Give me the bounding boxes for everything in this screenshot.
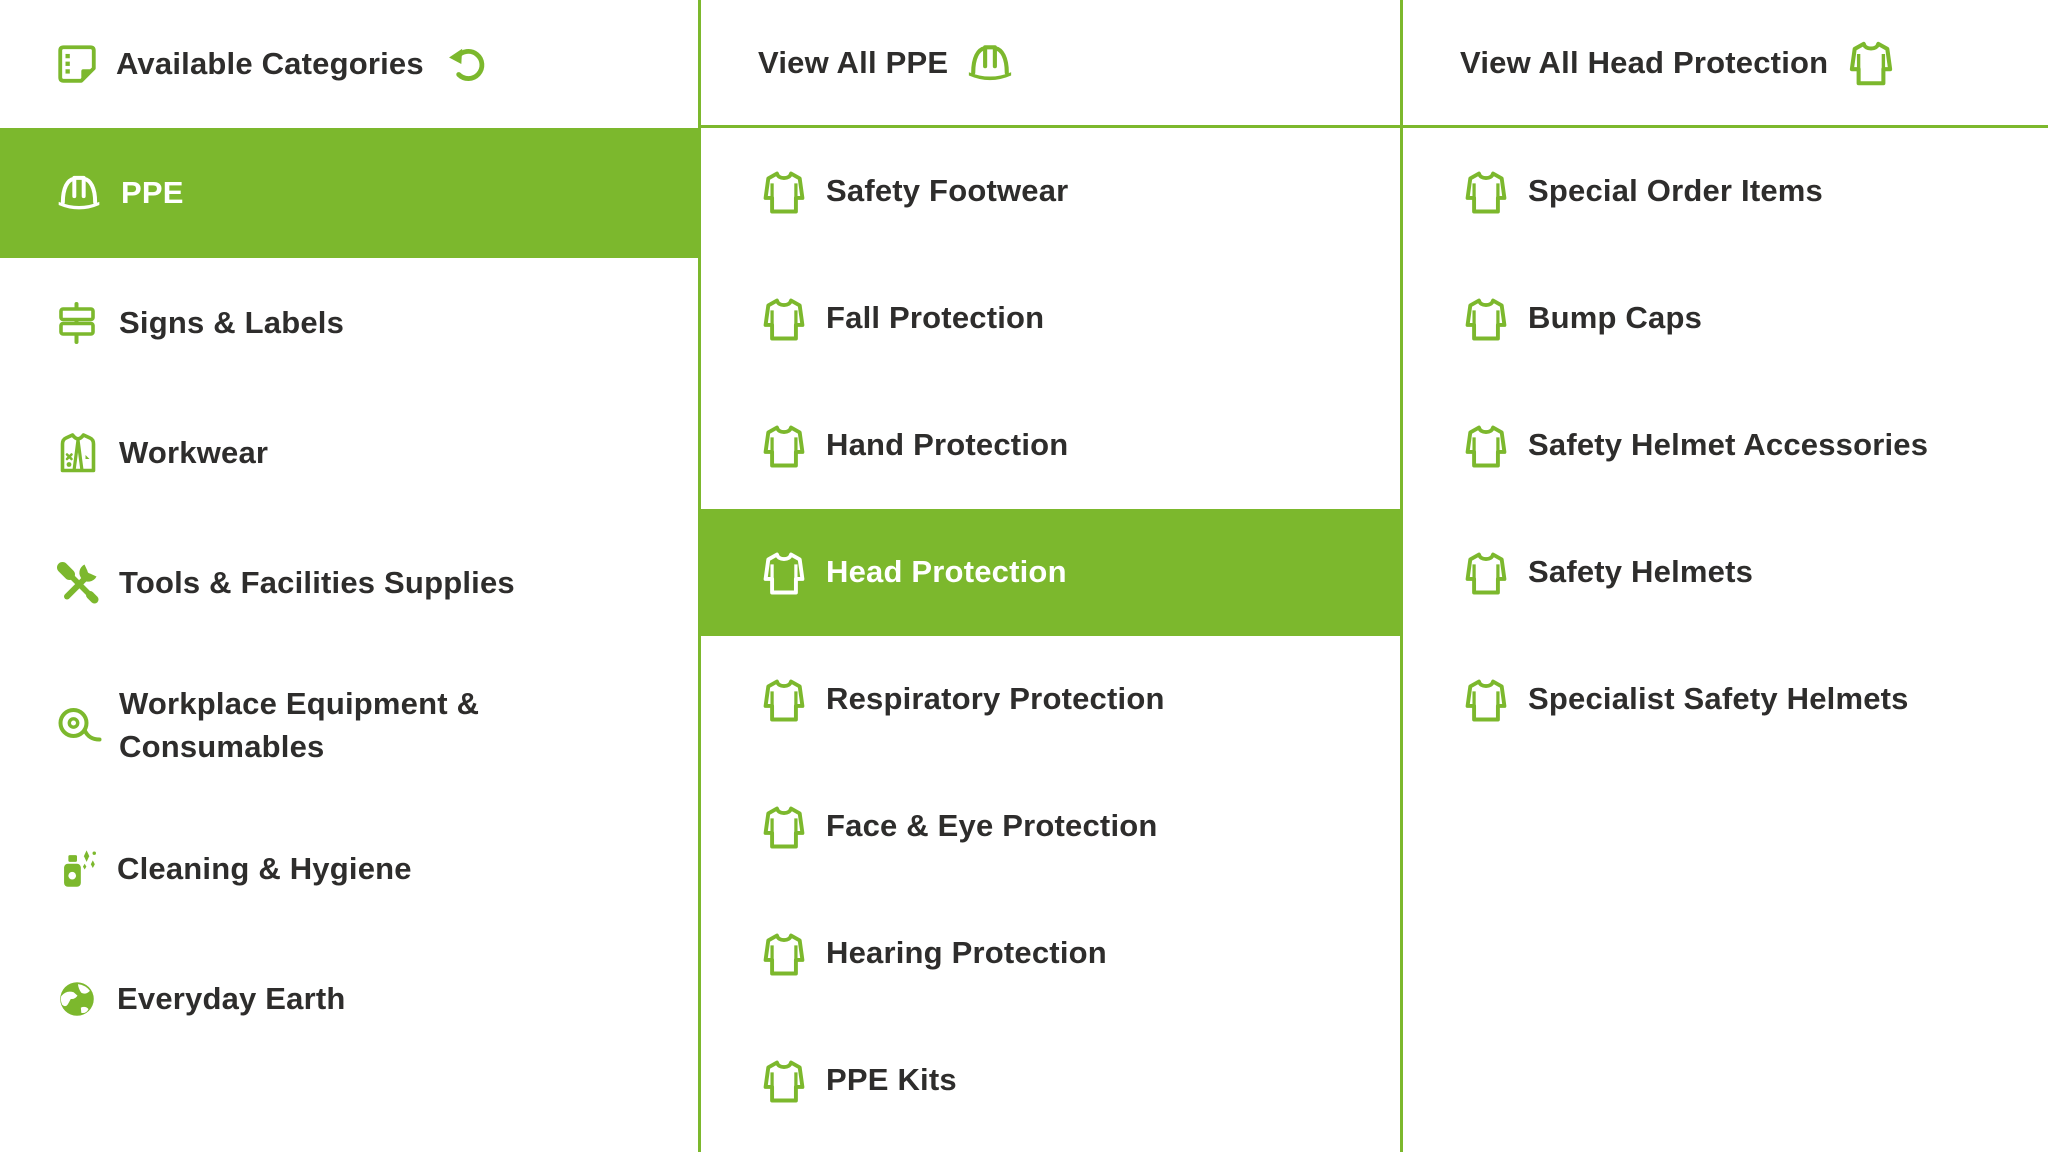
subcategory-item-specialist-safety-helmets[interactable] (1403, 636, 2048, 763)
subcategory-item-label: Specialist Safety Helmets (1528, 681, 1909, 717)
jumper-icon (1844, 36, 1898, 90)
subcategory-item-safety-helmet-accessories[interactable] (1403, 382, 2048, 509)
tape-roll-icon (54, 702, 102, 750)
subcategory-item-label: Respiratory Protection (826, 681, 1165, 717)
category-item-label: PPE (121, 174, 184, 210)
jumper-icon (1460, 674, 1512, 726)
category-item-tools-facilities[interactable] (0, 518, 698, 648)
ppe-subcategory-list (701, 128, 1400, 1144)
hard-hat-icon (54, 168, 104, 218)
tools-icon (54, 559, 102, 607)
globe-icon (54, 976, 100, 1022)
category-item-ppe[interactable] (0, 128, 698, 258)
column-ppe-subcategories (701, 0, 1403, 1152)
categories-icon (54, 41, 100, 87)
jumper-icon (758, 1055, 810, 1107)
subcategory-item-respiratory-protection[interactable] (701, 636, 1400, 763)
subcategory-item-head-protection[interactable] (701, 509, 1400, 636)
reset-icon[interactable] (446, 43, 488, 85)
category-item-label: Tools & Facilities Supplies (119, 564, 515, 600)
subcategory-item-label: Face & Eye Protection (826, 808, 1158, 844)
category-item-label: Workplace Equipment & Consumables (119, 686, 480, 764)
column-head-protection-subcategories (1403, 0, 2048, 1152)
jumper-icon (758, 674, 810, 726)
subcategory-item-label: Safety Helmets (1528, 554, 1754, 590)
jumper-icon (1460, 293, 1512, 345)
subcategory-item-face-eye-protection[interactable] (701, 763, 1400, 890)
view-all-head-protection-title: View All Head Protection (1460, 44, 1829, 80)
category-item-workplace-equipment[interactable] (0, 648, 698, 804)
jumper-icon (758, 928, 810, 980)
category-list (0, 128, 698, 1064)
view-all-ppe-title: View All PPE (758, 44, 949, 80)
view-all-head-protection-header[interactable] (1403, 0, 2048, 128)
jumper-icon (758, 166, 810, 218)
subcategory-item-label: Head Protection (826, 554, 1067, 590)
subcategory-item-bump-caps[interactable] (1403, 255, 2048, 382)
category-item-cleaning-hygiene[interactable] (0, 804, 698, 934)
available-categories-title: Available Categories (116, 46, 424, 81)
spray-bottle-icon (54, 846, 100, 892)
subcategory-item-hearing-protection[interactable] (701, 890, 1400, 1017)
category-item-signs-labels[interactable] (0, 258, 698, 388)
subcategory-item-hand-protection[interactable] (701, 382, 1400, 509)
subcategory-item-label: Safety Helmet Accessories (1528, 427, 1929, 463)
hard-hat-icon (964, 37, 1016, 89)
jumper-icon (1460, 166, 1512, 218)
subcategory-item-special-order-items[interactable] (1403, 128, 2048, 255)
category-item-everyday-earth[interactable] (0, 934, 698, 1064)
view-all-ppe-header[interactable] (701, 0, 1400, 128)
subcategory-item-label: Hand Protection (826, 427, 1069, 463)
hi-vis-vest-icon (54, 429, 102, 477)
category-item-workwear[interactable] (0, 388, 698, 518)
subcategory-item-fall-protection[interactable] (701, 255, 1400, 382)
available-categories-header (0, 0, 698, 128)
category-item-label: Cleaning & Hygiene (117, 850, 412, 886)
subcategory-item-safety-helmets[interactable] (1403, 509, 2048, 636)
category-item-label: Signs & Labels (119, 304, 345, 340)
jumper-icon (758, 547, 810, 599)
subcategory-item-label: Bump Caps (1528, 300, 1703, 336)
subcategory-item-label: PPE Kits (826, 1062, 957, 1098)
subcategory-item-label: Hearing Protection (826, 935, 1107, 971)
subcategory-item-label: Safety Footwear (826, 173, 1069, 209)
jumper-icon (1460, 420, 1512, 472)
category-item-label: Workwear (119, 434, 269, 470)
column-available-categories (0, 0, 701, 1152)
subcategory-item-safety-footwear[interactable] (701, 128, 1400, 255)
jumper-icon (758, 293, 810, 345)
subcategory-item-label: Fall Protection (826, 300, 1045, 336)
subcategory-item-ppe-kits[interactable] (701, 1017, 1400, 1144)
jumper-icon (758, 420, 810, 472)
category-item-label: Everyday Earth (117, 980, 346, 1016)
head-protection-list (1403, 128, 2048, 763)
subcategory-item-label: Special Order Items (1528, 173, 1823, 209)
signpost-icon (54, 299, 102, 347)
jumper-icon (1460, 547, 1512, 599)
jumper-icon (758, 801, 810, 853)
